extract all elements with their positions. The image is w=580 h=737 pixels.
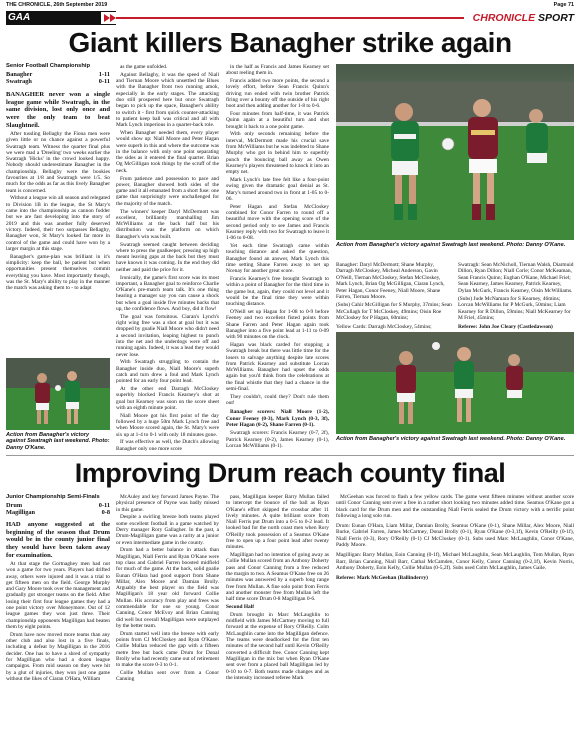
paragraph: Drum started well into the breeze with early points from CJ McCloskey and Ryan O'Kane. Collie Mullan reduced the gap with a fifteen metre free but back came Drum for Donal Brolly who had recently came out of retirement to make the score 0-3 to 0-1.: [116, 630, 219, 669]
score-team: Magilligan: [6, 509, 36, 517]
score-value: 1-11: [98, 70, 110, 78]
match-action-image: [336, 332, 574, 434]
story2-referee: Referee: Mark McGeehan (Ballinderry): [336, 575, 428, 582]
paragraph: The winners' keeper Daryl McDermott was excellent, brilliantly marshalling Jim McWilliams at the back half but his distribution was the platform on which Banagher's win was built.: [116, 208, 219, 240]
left-match-photo: [6, 358, 110, 430]
masthead-chronicle: CHRONICLE: [472, 12, 536, 24]
story2-headline: Improving Drum reach county final: [74, 458, 506, 488]
paragraph: After tussling Bellaghy the Fiona men were given little or no chance against a powerful Swatragh team. Witness the quarter final plus we were mad a 'Dreeling' two weeks earlier the Swatragh 'Hicks' in the crowd looked happy. Nobody should underestimate Banagher in the championship. Bellaghy were the bookies favourites at 1/8 and Swatragh were 1/5. So much for the odds as far as this lively Banagher team is concerned.: [6, 131, 110, 194]
page-info-bar: [6, 2, 574, 11]
section-banner: [6, 11, 574, 25]
banagher-lineup: Banagher: Daryl McDermott; Shane Murphy, Darragh McCloskey, Micheal Anderson, Gavin O'Neill, Tiernan McCloskey, Stefan McCloskey, Mark Lynch, Brian Og McGilligan, Ciaran Lynch, Peter Hagan, Conor Feeney, Niall Moore, Shane Farren, Tiernan Moore.: [336, 262, 445, 301]
double-arrow-icon: [101, 12, 117, 24]
main-photo-caption: Action from Banagher's victory against Swatragh last weekend. Photo: Danny O'Kane.: [336, 242, 566, 248]
banagher-yellow-cards: Yellow Cards: Darragh McCloskey, 54mins;: [336, 323, 432, 330]
paragraph: as the game unfolded.: [120, 64, 168, 70]
paragraph: Niall Moore got his first point of the day followed by a huge 50m Mark Lynch free and when Moore scored again, the St. Mary's were six up at 1-4 to 0-1 with only 18 minutes gone.: [116, 412, 219, 438]
paragraph: Magilligan had no intention of going away as Collie Mullan scored from an Anthony Doherty pass and Conor Canning from a free reduced the margin to two. A Seamus O'Kane free on 26 minutes was answered by a superb long range free from Mullan. A fine solo point from Ferris and another monster free from Mullan left the half time score Drum 0-8 Magilligan 0-6.: [226, 552, 329, 603]
paragraph: pass, Magilligan keeper Barry Mullan failed to intercept the bounce of the ball as Ryan O'Kane's effort skipped the crossbar after 11 lively minutes. A quite brilliant score from Niall Ferris put Drum into a 0-5 to 0-2 lead. It looked bad for the north coast men when Rory O'Reilly took possession of a Seamus O'Kane free to open up a four point lead after twenty minutes.: [226, 494, 329, 551]
story2-kicker: Junior Championship Semi-Finals: [6, 494, 100, 500]
story1-referee: Referee: John Joe Cleary (Castledawson): [458, 323, 553, 330]
publication-date: THE CHRONICLE, 26th September 2019: [6, 2, 108, 8]
swatragh-scorers: Swatragh scorers: Francis Kearney (0-7, 2f), Patrick Kearney (0-2), James Kearney (0-1), Lorcan McWilliams (0-1).: [226, 430, 329, 449]
story1-lede: BANAGHER never won a single league game while Swatragh, in the same division, lost only once and were the only team to beat Slaughtneil.: [6, 90, 110, 129]
paragraph: With Swatragh struggling to contain the Banagher inside duo, Niall Moore's superb catch and turn drew a foul and Mark Lynch pointed for an early four point lead.: [116, 359, 219, 385]
page-number: Page 71: [553, 2, 574, 8]
paragraph: Yet each time Swatragh came within touching distance and asked the question, Banagher found an answer, Mark Lynch this time setting Shane Farren away to net up Ncenay for another great score.: [226, 243, 329, 275]
story2-lede: HAD anyone suggested at the beginning of the season that Drum would be in the county junior final they would have been taken away for examination.: [6, 520, 110, 559]
score-value: 0-11: [98, 78, 110, 86]
main-match-photo: [336, 64, 574, 240]
story2-score-line-2: [6, 509, 110, 517]
paragraph: McAuley and key forward James Payne. The physical presence of Payne was badly missed in this game.: [116, 494, 219, 513]
chronicle-sport-masthead: [473, 11, 574, 25]
score-team: Drum: [6, 501, 23, 509]
paragraph: Despite a swirling breeze both teams played some excellent football in a game watched by Derry manager Rory Gallagher. In the past, a Drum-Magilligan game was a rarity at a junior or even intermediate game in the county.: [116, 514, 219, 546]
paragraph: Drum brought in Marc McLaughlin to midfield with James McCartney moving to full forward at the expense of Rory O'Reilly. Colm McLaughlin came into the Magilligan defence. The teams were deadlocked for the first ten minutes of the second half until Kevin O'Reilly converted a difficult free. Conor Canning kept Magilligan in the mix but when Ryan O'Kane sent over from a placed ball Magilligan led by 0-10 to 0-7. Both teams made changes and as the intensity increased referee Mark: [226, 611, 329, 681]
story1-column-3: [226, 64, 329, 449]
paragraph: When Banagher needed them, every player would show up: Niall Moore and Peter Hagan were superb in this and where the outcome was in the balance with only one point separating the sides as it entered the final quarter. Brian Og McGilligan took things by the scruff of the neck.: [116, 129, 219, 174]
score-team: Banagher: [6, 70, 33, 78]
swatragh-team-list: [458, 262, 574, 332]
gaa-logo-text: GAA: [8, 12, 31, 23]
paragraph: At that stage the Gortnaghey men had not won a game for two years. Players had drifted away, others were injured and it was a trial to get fifteen men on the field. George Murphy and Gary Moore took over the management and gradually got stronger teams on the field. After losing their first four league games they had a one point victory over Moneymore. Out of 12 league games they won just three. Their championship opponents Magilligan had beaten them by eight points.: [6, 561, 110, 630]
paragraph: Francis added two more points, the second a lovely effort, before Sean Francis Quinn's driving run ended with twin brother Patrick firing over a bounty off the outside of his right boot and then adding another for 1-8 to 0-6.: [226, 78, 329, 110]
story1-kicker: Senior Football Championship: [6, 63, 91, 69]
paragraph: in the half as Francis and James Kearney set about reeling them in.: [226, 64, 329, 77]
paragraph: From patience and possession to pace and power, Banagher showed both sides of the game and it all emanated from a short fuse: one game that surprisingly were unchallenged for the majority of the match.: [116, 175, 219, 207]
paragraph: They couldn't, could they? Don't rule them out!: [226, 393, 329, 407]
paragraph: Banagher's game-plan was brilliant in it's simplicity: keep the ball, be patient but when opportunities present themselves commit everything you have. Most importantly though, was the St. Mary's ability to play in the manner the match was asking them to - to adapt: [6, 253, 110, 292]
story1-score-line-1: [6, 71, 110, 79]
paragraph: O'Neill set up Hagan for 1-08 to 0-9 before Feeney and two excellent fisted points from Shane Farren and Peter Hagan again took Banagher into a five point lead at 1-11 to 0-09 with 90 minutes on the clock.: [226, 308, 329, 341]
paragraph: Four minutes from half-time, it was Patrick Quinn again at a beautiful turn and shot brought it back to a one point game.: [226, 111, 329, 130]
story1-column-2: [116, 64, 219, 452]
paragraph: McGeehan was forced to flash a few yellow cards. The game went fifteen minutes without another score until Conor Canning sent over a free in a rather short looking two minutes added time. Seamus O'Kane got a black card for the Drum men and the outstanding Niall Ferris sealed the Drum victory with a terrific point following a long solo run.: [336, 494, 574, 519]
paragraph: At the other end Darragh McCloskey superbly blocked Francis Kearney's shot at goal but Kearney was soon on the score sheet with an eighth minute point.: [116, 386, 219, 411]
story1-column-1: [6, 63, 110, 352]
paragraph: Mark Lynch's late free felt like a four-point swing given the dramatic goal denial as St. Mary's turned around two in front at 1-05 to 0-06.: [226, 177, 329, 202]
match-action-image: [6, 358, 110, 430]
left-photo-caption: Action from Banagher's victory against Swatragh last weekend. Photo: Danny O'Kane.: [6, 432, 110, 451]
paragraph: If was effective as well, the Dutch's allowing Banagher only one more score: [116, 439, 219, 452]
paragraph: Drum had a better balance in attack than Magilligan, Niall Ferris and Ryan O'Kane were top class and Gabriel Farren boosted midfield for much of the game. At the back, solid goalie Eunan O'Hara had good support from Shane Millar, Alex Moore and Damian Brolly. Arguably the best player on the field was Magilligan's 18 year old forward Collie Mullan. His accuracy from play and frees was commendable for one so young. Conor Canning, Conor McEvoy and Brian Canning did well but overall Magilligan were outplayed by the better team.: [116, 547, 219, 629]
paragraph: Ironically, the game's first score was its most important, a Banagher goal to reinforce Charlie O'Kane's pre-match team talk. It's one thing hearing a manager say you can cause a shock but when a goal inside five minutes backs that up, the confidence flows. And boy, did it flow!: [116, 274, 219, 312]
score-value: 0-11: [98, 501, 110, 509]
score-team: Swatragh: [6, 78, 32, 86]
banagher-scorers: Banagher scorers: Niall Moore (1-2), Conor Feeney (0-3), Mark Lynch (0-3, 3f), Peter Hagan (0-2), Shane Farren (0-1).: [226, 409, 329, 429]
paragraph: Peter Hagan and Stefan McCloskey combined for Conor Farren to round off a beautiful move with the opening score of the second period only to see James and Francis Kearney reply with two for Swatragh to leave it 1-06 to 0-08.: [226, 203, 329, 242]
masthead-sport: SPORT: [538, 12, 574, 24]
story-divider: [6, 455, 574, 456]
drum-team-list: Drum: Eunan O'Hara, Liam Millar, Damian Brolly, Seamus O'Kane (0-1), Shane Millar, Alex Moore, Niall Burke, Gabriel Farren, James McCartney, Donal Brolly (0-1), Ryan O'Kane (0-3,1f), Kevin O'Reilly (0-1f), Niall Ferris (0-3), Rory O'Reilly (0-1) CJ McCloskey (0-1). Subs used Marc McLaughlin, Conor O'Kane, Paddy Moore.: [336, 523, 574, 549]
story2-column-3: [226, 494, 329, 734]
paragraph: Francis Kearney's free brought Swatragh to within a point of Banagher for the third time in the game but, again, they could not level and it would be the final time they were within touching distance.: [226, 276, 329, 308]
story2-column-4: [336, 494, 574, 734]
paragraph: Collie Mullan sent over from a Conor Canning: [116, 670, 219, 683]
right-photo-caption: Action from Banagher's victory against Swatragh last weekend. Photo: Danny O'Kane.: [336, 436, 566, 442]
subheading: Second Half: [226, 604, 255, 611]
paragraph: Swatragh seemed caught between deciding where to press the goalkeeper, pressing up high meant leaving gaps at the back but they must have known it was coming. In the end they did neither and paid the price for it.: [116, 241, 219, 273]
story1-score-line-2: [6, 78, 110, 86]
paragraph: Drum have now moved more teams than any other club and also lost in a five finals, including a defeat by Magilligan in the 2016 decider. One has to have a shred of sympathy for Magilligan who had a dozen league campaigns. From mid season on they were hit by a glut of injuries, they won just one game without the likes of Ciaran O'Hara, William: [6, 631, 110, 682]
right-match-photo: [336, 332, 574, 434]
swatragh-lineup: Swatragh: Sean McNicholl, Tiernan Walsh, Diarmuid Dillon, Ryan Dillon; Niall Corle; Conor McKeaman, Sean Francis Quinn; Eoghan O'Kane, Michael Friel; Sean Kearney, James Kearney, Patrick Kearney, Dylan McGurk, Francis Kearney, Oisin McWilliams.: [458, 262, 574, 294]
paragraph: Without a league win all season and relegated to Division 1B in the league, the St Mary's came into the championship as cannon fodder but we are fast developing into the story of 2019 and this was another fully deserved victory. Indeed, their two surpasses Bellaghy, Banagher won, St Mary's looked far more in control of the game and could have won by a larger margin at this stage.: [6, 195, 110, 252]
paragraph: Hagan was black carded for stopping a Swatragh break but there was little time for the losers to salvage anything despite late scores from Patrick Kearney and substitute Lorcan McWilliams. Banagher had upset the odds again but you'd think from the celebrations at the final whistle that they had a chance in the semi-final.: [226, 341, 329, 393]
paragraph: With only seconds remaining before the interval, McDermott made his crucial save from McWilliams but he was indebted to Shane Murphy who got in behind him to superbly punch the bouncing ball away as Owen Kearney's players threatened to knock it into an empty net.: [226, 131, 329, 176]
banner-divider: [116, 17, 464, 19]
paragraph: Against Bellaghy, it was the speed of Niall and Tiernan Moore which unsettled the Blues with the Banagher front two running amok, especially in the early stages. The attacking duo still prospered here but once Swatragh began to pick up the space, Banagher's ability to switch it - first from quick counter-attacking to patient keep ball was critical and all with Mark Lynch imperious in a quarter-back role.: [116, 71, 219, 129]
magilligan-team-list: Magilligan: Barry Mullan, Eoin Canning (0-1f), Michael McLaughlin, Sean McLaughlin, Tom Mullan, Ryan Barr, Brian Canning, Niall Barr, Cathal McCamden, Conor Kelly, Conor Canning (0-2,1f), Kevin Norris, Anthony Doherty, Eoin Kelly, Collie Mullan (0-5,2f). Subs used Colm McLaughlin, James Gaile.: [336, 552, 574, 571]
story2-column-2: [116, 494, 219, 734]
score-value: 0-8: [101, 509, 110, 517]
paragraph: The goal was fortuitous. Ciaran's Lynch's right wing free was a shot at goal but it was dropped by goalie Niall Moore who didn't need a second invitation, leaping highest to punch into the net and the underdogs were off and running again. Indeed, it was a lead they would never lose.: [116, 313, 219, 358]
swatragh-subs: (Subs) Jude McNamara for S Kearney, 46mins; Lorcan McWilliams for P McGurk, 50mins; Liam Kearney for R Dillon, 59mins; Niall McKearney for M Friel, 45mins;: [458, 296, 571, 322]
banagher-subs: (Subs) Cahir McGilligan for S Murphy, 37mins; Sean McCullagh for T McCloskey, 49mins; Oisin Roe McCloskey for P Hagan, 60mins;: [336, 302, 452, 322]
banagher-team-list: [336, 262, 452, 340]
story2-score-line-1: [6, 502, 110, 510]
story2-column-1: [6, 494, 110, 734]
gaa-section-logo: [6, 11, 116, 25]
match-action-image: [336, 64, 574, 240]
story1-headline: Giant killers Banagher strike again: [68, 27, 512, 58]
